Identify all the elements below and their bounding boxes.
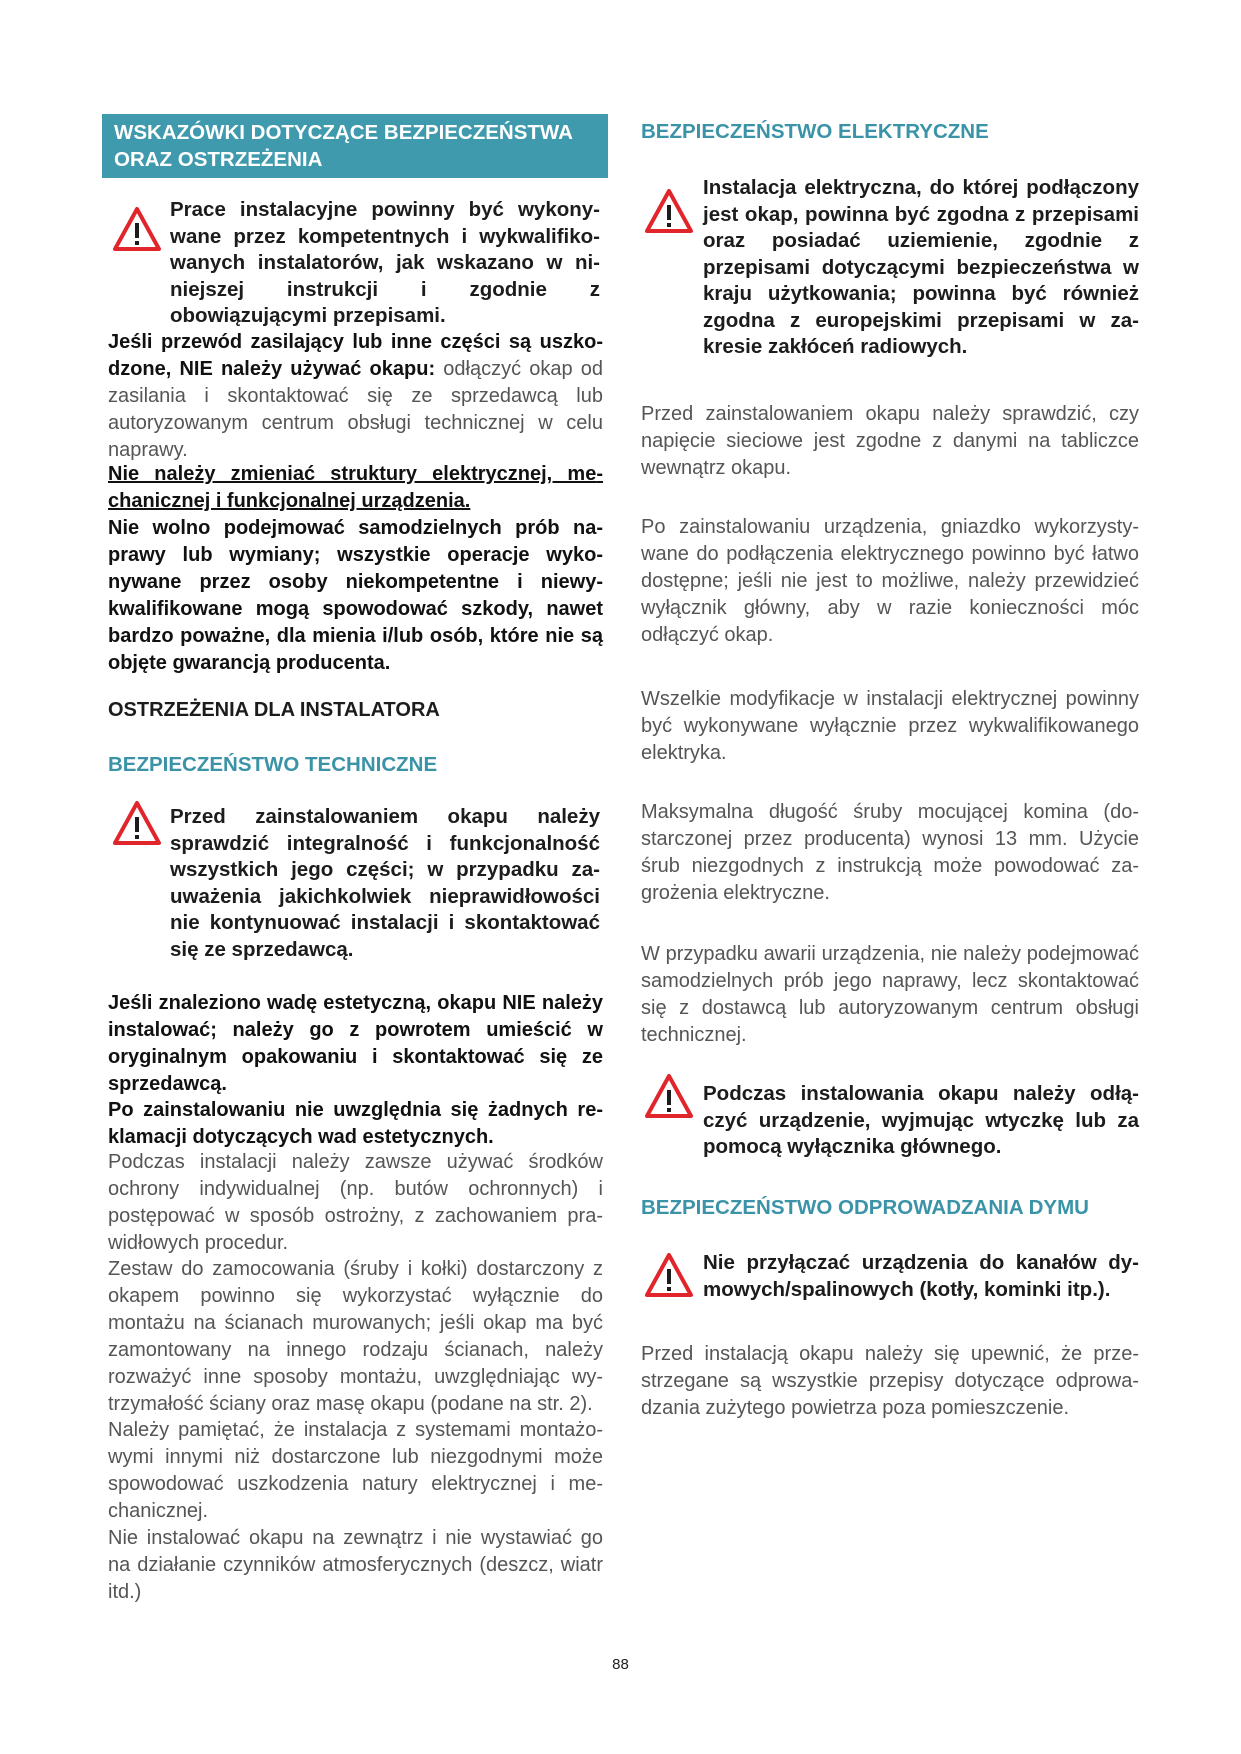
paragraph-no-claims: Po zainstalowaniu nie uwzględnia się żadnych reklamacji dotyczących wad estetycznych. <box>108 1099 603 1148</box>
warning-installation-text: Prace instalacyjne powinny być wykonywane przez kompetentnych i wykwalifikowanych instalatorów, jak wskazano w niniejszej instrukcji i zgodnie z obowiązującymi przepisami. <box>170 198 600 327</box>
warning-icon <box>644 1073 694 1119</box>
paragraph-aesthetic-defect: Jeśli znaleziono wadę estetyczną, okapu NIE należy instalować; należy go z powrotem umieścić w oryginalnym opakowaniu i skontaktować się ze sprzedawcą. <box>108 992 603 1095</box>
warning-icon <box>644 1252 694 1298</box>
smoke-safety-heading: BEZPIECZEŃSTWO ODPROWADZANIA DYMU <box>641 1196 1089 1219</box>
paragraph-failure: W przypadku awarii urządzenia, nie należy podejmować samodzielnych prób jego naprawy, lecz skontaktować się z dostawcą lub autoryzowanym centrum obsługi technicznej. <box>641 943 1139 1046</box>
paragraph-other-mounting: Należy pamiętać, że instalacja z systemami montażowymi innymi niż dostarczone lub niezgodnymi może spowodować uszkodzenia natury elektrycznej i mechanicznej. <box>108 1419 603 1522</box>
paragraph-damaged-cable-bold: Jeśli przewód zasilający lub inne części są uszkodzone, NIE należy używać okapu: <box>108 331 603 380</box>
warning-icon <box>112 800 162 846</box>
warning-icon <box>112 206 162 252</box>
paragraph-damaged-cable-light: odłączyć okap od zasilania i skontaktować się ze sprzedawcą lub autoryzowanym centrum obsługi technicznej w celu naprawy. <box>108 358 603 461</box>
section-header-safety: WSKAZÓWKI DOTYCZĄCE BEZPIECZEŃSTWA ORAZ OSTRZEŻENIA <box>102 114 608 178</box>
paragraph-check-voltage: Przed zainstalowaniem okapu należy sprawdzić, czy napięcie sieciowe jest zgodne z danymi na tabliczce wewnątrz okapu. <box>641 403 1139 479</box>
paragraph-protective-equipment: Podczas instalacji należy zawsze używać środków ochrony indywidualnej (np. butów ochronnych) i postępować w sposób ostrożny, z zachowaniem prawidłowych procedur. <box>108 1151 603 1254</box>
paragraph-modifications-electrician: Wszelkie modyfikacje w instalacji elektrycznej powinny być wykonywane wyłącznie przez wykwalifikowanego elektryka. <box>641 688 1139 764</box>
paragraph-damaged-cable <box>108 329 603 464</box>
paragraph-exhaust-regulations: Przed instalacją okapu należy się upewnić, że przestrzegane są wszystkie przepisy dotyczące odprowadzania zużytego powietrza poza pomieszczenie. <box>641 1343 1139 1419</box>
warning-electrical-installation-text: Instalacja elektryczna, do której podłączony jest okap, powinna być zgodna z przepisami oraz posiadać uziemienie, zgodnie z przepisami dotyczącymi bezpieczeństwa w kraju użytkowania; powinna być również zgodna z europejskimi przepisami w zakresie zakłóceń radiowych. <box>703 176 1139 358</box>
technical-safety-heading: BEZPIECZEŃSTWO TECHNICZNE <box>108 753 438 776</box>
warning-check-integrity-text: Przed zainstalowaniem okapu należy sprawdzić integralność i funkcjonalność wszystkich jego części; w przypadku zauważenia jakichkolwiek nieprawidłowości nie kontynuować instalacji i skontaktować się ze sprzedawcą. <box>170 805 600 961</box>
warning-disconnect-text: Podczas instalowania okapu należy odłączyć urządzenie, wyjmując wtyczkę lub za pomocą wyłącznika głównego. <box>703 1082 1139 1158</box>
electrical-safety-heading: BEZPIECZEŃSTWO ELEKTRYCZNE <box>641 120 989 143</box>
paragraph-no-outdoor: Nie instalować okapu na zewnątrz i nie wystawiać go na działanie czynników atmosferycznych (deszcz, wiatr itd.) <box>108 1527 603 1603</box>
paragraph-mounting-kit: Zestaw do zamocowania (śruby i kołki) dostarczony z okapem powinno się wykorzystać wyłącznie do montażu na ścianach murowanych; jeśli okap ma być zamontowany na innego rodzaju ścianach, należy rozważyć inne sposoby montażu, uwzględniając wytrzymałość ściany oraz masę okapu (podane na str. 2). <box>108 1258 603 1415</box>
warning-icon <box>644 188 694 234</box>
page-number: 88 <box>612 1656 629 1673</box>
installer-warnings-heading: OSTRZEŻENIA DLA INSTALATORA <box>108 699 440 721</box>
paragraph-screw-length: Maksymalna długość śruby mocującej komina (dostarczonej przez producenta) wynosi 13 mm. Użycie śrub niezgodnych z instrukcją może powodować zagrożenia elektryczne. <box>641 801 1139 904</box>
paragraph-socket-access: Po zainstalowaniu urządzenia, gniazdko wykorzystywane do podłączenia elektrycznego powinno być łatwo dostępne; jeśli nie jest to możliwe, należy przewidzieć wyłącznik główny, aby w razie konieczności móc odłączyć okap. <box>641 516 1139 646</box>
paragraph-no-self-repair: Nie wolno podejmować samodzielnych prób naprawy lub wymiany; wszystkie operacje wykonywane przez osoby niekompetentne i niewykwalifikowane mogą spowodować szkody, nawet bardzo poważne, dla mienia i/lub osób, które nie są objęte gwarancją producenta. <box>108 517 603 674</box>
paragraph-no-modifications: Nie należy zmieniać struktury elektrycznej, mechanicznej i funkcjonalnej urządzenia. <box>108 463 603 512</box>
warning-no-flue-text: Nie przyłączać urządzenia do kanałów dymowych/spalinowych (kotły, kominki itp.). <box>703 1251 1139 1301</box>
